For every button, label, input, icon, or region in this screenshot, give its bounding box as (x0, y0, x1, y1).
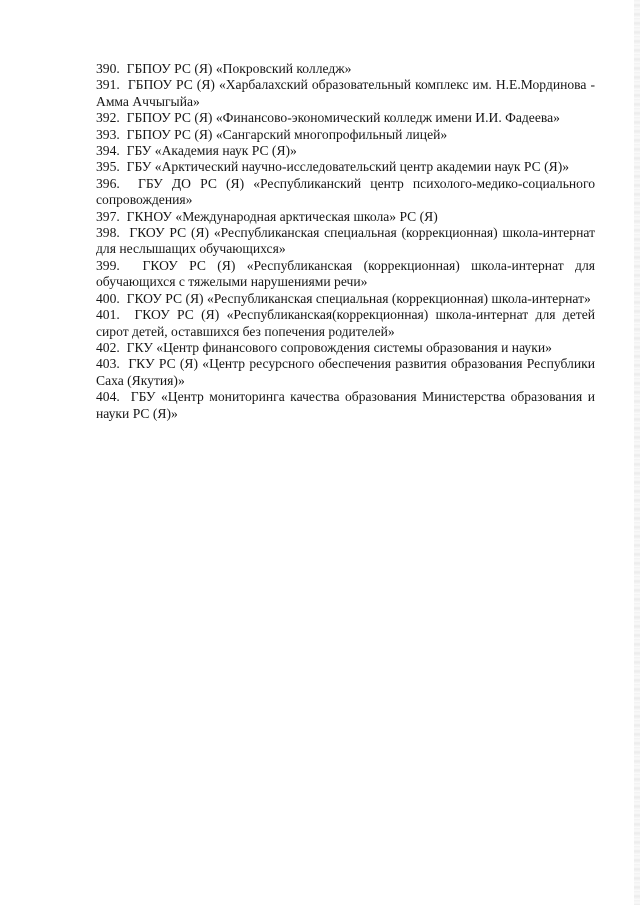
list-item (96, 356, 595, 389)
item-text: ГКОУ РС (Я) «Республиканская специальная (коррекционная) школа-интернат» (126, 290, 591, 306)
item-text: ГБУ «Академия наук РС (Я)» (126, 143, 297, 159)
list-item (96, 110, 595, 126)
item-number: 398. (96, 225, 120, 241)
item-text: ГБПОУ РС (Я) «Сангарский многопрофильный лицей» (126, 126, 448, 142)
list-item (96, 258, 595, 291)
item-text: ГБПОУ РС (Я) «Покровский колледж» (126, 61, 352, 76)
item-number: 393. (96, 126, 120, 142)
item-text: ГБУ ДО РС (Я) «Республиканский центр психолого-медико-социального сопровождения» (96, 175, 596, 208)
list-item (96, 143, 595, 159)
item-number: 399. (96, 257, 120, 273)
item-number: 404. (96, 389, 120, 405)
list-item (96, 291, 595, 307)
item-number: 394. (96, 143, 120, 159)
list-item (96, 389, 595, 422)
item-text: ГКОУ РС (Я) «Республиканская специальная (коррекционная) школа-интернат для неслышащих обучающихся» (96, 225, 596, 257)
list-item (96, 61, 595, 77)
item-number: 402. (96, 339, 120, 355)
item-number: 391. (96, 77, 120, 93)
list-item (96, 127, 595, 143)
item-number: 390. (96, 61, 120, 76)
item-number: 392. (96, 110, 120, 126)
item-number: 401. (96, 307, 120, 323)
item-text: ГКОУ РС (Я) «Республиканская(коррекционная) школа-интернат для детей сирот детей, оставшихся без попечения родителей» (96, 307, 596, 339)
item-text: ГБУ «Арктический научно-исследовательский центр академии наук РС (Я)» (126, 159, 570, 175)
organization-list (96, 61, 595, 422)
item-text: ГКУ РС (Я) «Центр ресурсного обеспечения развития образования Республики Саха (Якутия)» (96, 356, 595, 388)
list-item (96, 307, 595, 340)
item-text: ГБПОУ РС (Я) «Харбалахский образовательный комплекс им. Н.Е.Мординова - Амма Аччыгыйа» (96, 77, 595, 109)
scan-edge-shadow (634, 0, 640, 905)
item-number: 397. (96, 208, 120, 224)
list-item (96, 209, 595, 225)
item-number: 403. (96, 356, 120, 372)
item-number: 396. (96, 175, 120, 191)
list-item (96, 225, 595, 258)
item-text: ГБПОУ РС (Я) «Финансово-экономический колледж имени И.И. Фадеева» (126, 110, 560, 126)
item-text: ГКНОУ «Международная арктическая школа» РС (Я) (126, 208, 438, 224)
item-text: ГКУ «Центр финансового сопровождения системы образования и науки» (126, 339, 552, 355)
item-number: 400. (96, 290, 120, 306)
list-item (96, 77, 595, 110)
item-text: ГКОУ РС (Я) «Республиканская (коррекционная) школа-интернат для обучающихся с тяжелыми нарушениями речи» (96, 257, 595, 290)
list-item (96, 159, 595, 175)
item-number: 395. (96, 159, 120, 175)
list-item (96, 340, 595, 356)
list-item (96, 176, 595, 209)
item-text: ГБУ «Центр мониторинга качества образования Министерства образования и науки РС (Я)» (96, 389, 596, 421)
